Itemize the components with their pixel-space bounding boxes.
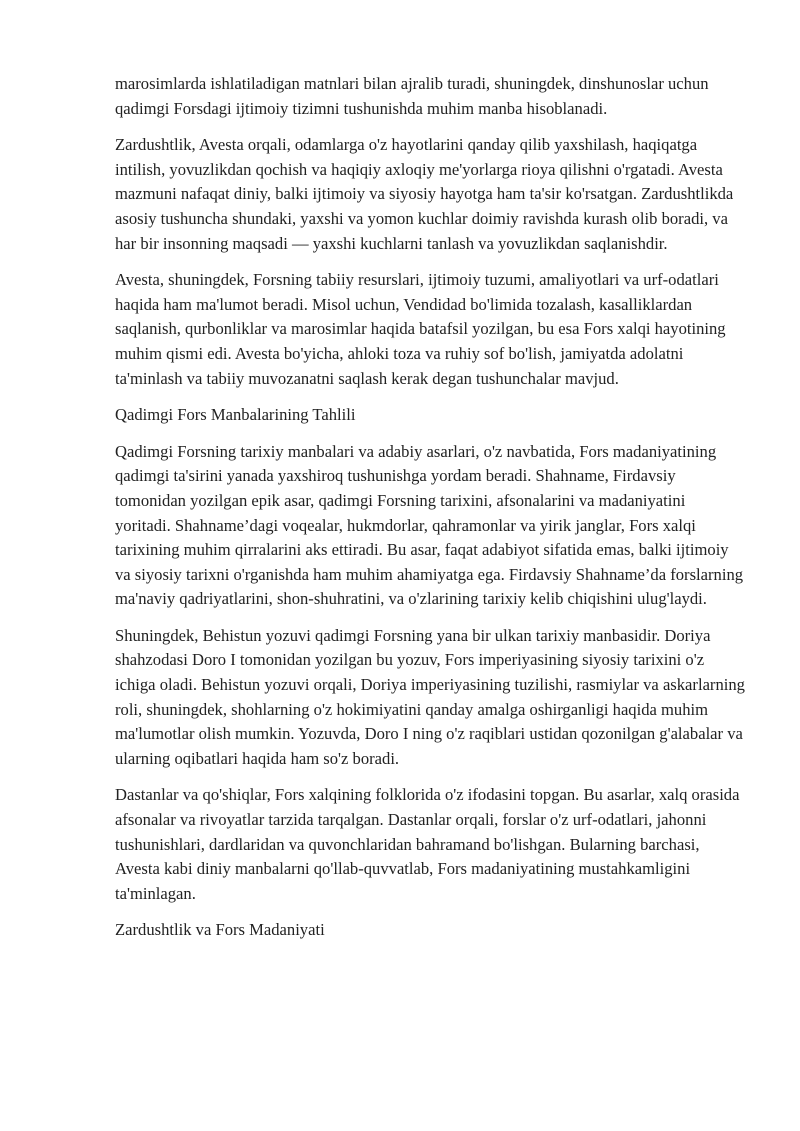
paragraph-behistun: Shuningdek, Behistun yozuvi qadimgi Forsning yana bir ulkan tarixiy manbasidir. Doriya shahzodasi Doro I tomonidan yozilgan bu yozuv, Fors imperiyasining siyosiy tarixini o'z ichiga oladi. Behistun yozuvi orqali, Doriya imperiyasining tuzilishi, rasmiylar va askarlarning roli, shuningdek, shohlarning o'z hokimiyatini qanday amalga oshirganligi haqida muhim ma'lumotlar olish mumkin. Yozuvda, Doro I ning o'z raqiblari ustidan qozonilgan g'alabalar va ularning oqibatlari haqida ham so'z boradi. [115, 625, 745, 768]
paragraph-intro-continuation: marosimlarda ishlatiladigan matnlari bilan ajralib turadi, shuningdek, dinshunoslar uchun qadimgi Forsdagi ijtimoiy tizimni tushunishda muhim manba hisoblanadi. [115, 74, 709, 118]
paragraph-avesta-resources: Avesta, shuningdek, Forsning tabiiy resurslari, ijtimoiy tuzumi, amaliyotlari va urf-odatlari haqida ham ma'lumot beradi. Misol uchun, Vendidad bo'limida tozalash, kasalliklardan saqlanish, qurbonliklar va marosimlar haqida batafsil yozilgan, bu esa Fors xalqi hayotining muhim qismi edi. Avesta bo'yicha, ahloki toza va ruhiy sof bo'lish, jamiyatda adolatni ta'minlash va tabiiy muvozanatni saqlash kerak degan tushunchalar mavjud. [115, 270, 726, 388]
document-page [115, 72, 745, 955]
paragraph-shahname: Qadimgi Forsning tarixiy manbalari va adabiy asarlari, o'z navbatida, Fors madaniyatining qadimgi ta'sirini yanada yaxshiroq tushunishga yordam beradi. Shahname, Firdavsiy tomonidan yozilgan epik asar, qadimgi Forsning tarixini, afsonalarini va madaniyatini yoritadi. Shahname’dagi voqealar, hukmdorlar, qahramonlar va yirik janglar, Fors xalqi tarixining muhim qirralarini aks ettiradi. Bu asar, faqat adabiyot sifatida emas, balki ijtimoiy va siyosiy tarixni o'rganishda ham muhim ahamiyatga ega. Firdavsiy Shahname’da forslarning ma'naviy qadriyatlarini, shon-shuhratini, va o'zlarining tarixiy kelib chiqishini ulug'laydi. [115, 441, 744, 609]
section-heading-zardushtlik-culture: Zardushtlik va Fors Madaniyati [115, 920, 325, 940]
section-heading-sources-analysis: Qadimgi Fors Manbalarining Tahlili [115, 405, 356, 425]
paragraph-zardushtlik-avesta: Zardushtlik, Avesta orqali, odamlarga o'z hayotlarini qanday qilib yaxshilash, haqiqatga intilish, yovuzlikdan qochish va haqiqiy axloqiy me'yorlarga rioya qilishni o'rgatadi. Avesta mazmuni nafaqat diniy, balki ijtimoiy va siyosiy hayotga ham ta'sir ko'rsatgan. Zardushtlikda asosiy tushuncha shundaki, yaxshi va yomon kuchlar doimiy ravishda kurash olib boradi, va har bir insonning maqsadi — yaxshi kuchlarni tanlash va yovuzlikdan saqlanishdir. [115, 135, 734, 253]
paragraph-dastanlar: Dastanlar va qo'shiqlar, Fors xalqining folklorida o'z ifodasini topgan. Bu asarlar, xalq orasida afsonalar va rivoyatlar tarzida tarqalgan. Dastanlar orqali, forslar o'z urf-odatlari, jahonni tushunishlari, dardlaridan va quvonchlaridan bahramand bo'lishgan. Bularning barchasi, Avesta kabi diniy manbalarni qo'llab-quvvatlab, Fors madaniyatining mustahkamligini ta'minlagan. [115, 785, 740, 903]
